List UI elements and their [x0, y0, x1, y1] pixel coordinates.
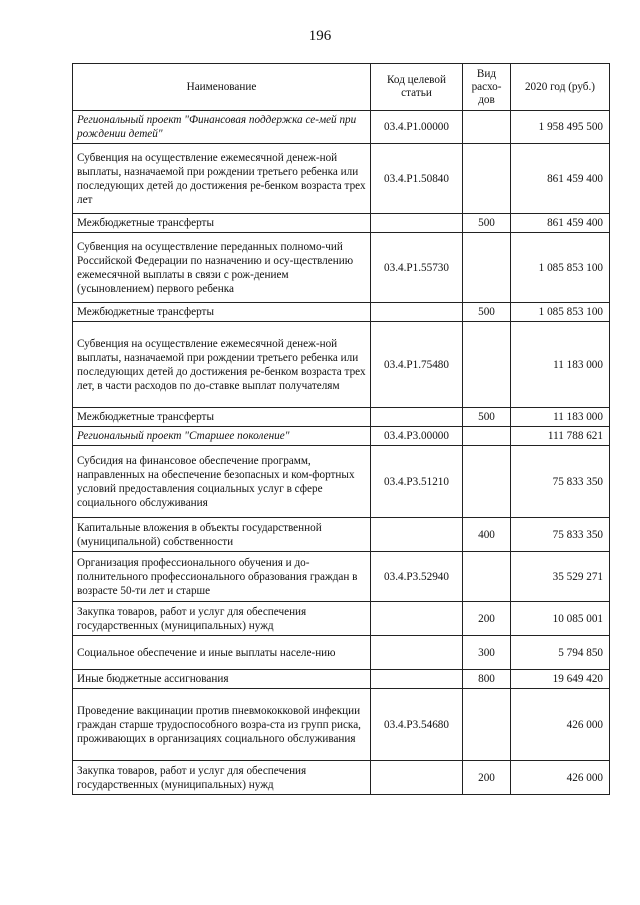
cell-type [463, 552, 511, 602]
cell-amount: 75 833 350 [511, 518, 610, 552]
cell-name: Субсидия на финансовое обеспечение программ, направленных на обеспечение безопасных и ком-фортных условий предоставления социальных услуг в сфере социального обслуживания [73, 446, 371, 518]
cell-name: Субвенция на осуществление ежемесячной денеж-ной выплаты, назначаемой при рождении третьего ребенка или последующих детей до достижения ре-бенком возраста трех лет [73, 144, 371, 214]
cell-amount: 5 794 850 [511, 636, 610, 670]
cell-name: Организация профессионального обучения и до-полнительного профессионального образования граждан в возрасте 50-ти лет и старше [73, 552, 371, 602]
cell-type [463, 446, 511, 518]
cell-amount: 1 085 853 100 [511, 303, 610, 322]
cell-amount: 861 459 400 [511, 214, 610, 233]
cell-name: Межбюджетные трансферты [73, 303, 371, 322]
table-row [73, 670, 610, 689]
cell-type: 400 [463, 518, 511, 552]
project-row [73, 427, 610, 446]
cell-name: Региональный проект "Финансовая поддержка се-мей при рождении детей" [73, 111, 371, 144]
budget-table [72, 63, 610, 795]
header-name: Наименование [73, 64, 371, 111]
table-row [73, 636, 610, 670]
cell-code [371, 408, 463, 427]
cell-name: Межбюджетные трансферты [73, 408, 371, 427]
cell-amount: 426 000 [511, 761, 610, 795]
cell-code [371, 518, 463, 552]
header-amount: 2020 год (руб.) [511, 64, 610, 111]
cell-code: 03.4.P3.00000 [371, 427, 463, 446]
page-number: 196 [308, 28, 332, 44]
cell-amount: 861 459 400 [511, 144, 610, 214]
cell-code [371, 761, 463, 795]
cell-amount: 11 183 000 [511, 408, 610, 427]
cell-amount: 1 958 495 500 [511, 111, 610, 144]
cell-name: Закупка товаров, работ и услуг для обеспечения государственных (муниципальных) нужд [73, 761, 371, 795]
cell-code: 03.4.P1.50840 [371, 144, 463, 214]
cell-type [463, 427, 511, 446]
cell-code: 03.4.P1.75480 [371, 322, 463, 408]
cell-amount: 11 183 000 [511, 322, 610, 408]
table-row [73, 408, 610, 427]
cell-code: 03.4.P3.54680 [371, 689, 463, 761]
cell-type [463, 111, 511, 144]
cell-type: 800 [463, 670, 511, 689]
header-type: Вид расхо-дов [463, 64, 511, 111]
cell-name: Проведение вакцинации против пневмококковой инфекции граждан старше трудоспособного возра-ста из групп риска, проживающих в организациях социального обслуживания [73, 689, 371, 761]
table-row [73, 761, 610, 795]
cell-type: 500 [463, 408, 511, 427]
cell-type: 500 [463, 303, 511, 322]
cell-amount: 111 788 621 [511, 427, 610, 446]
cell-code [371, 670, 463, 689]
cell-type: 200 [463, 602, 511, 636]
table-row [73, 602, 610, 636]
cell-name: Социальное обеспечение и иные выплаты населе-нию [73, 636, 371, 670]
cell-amount: 19 649 420 [511, 670, 610, 689]
cell-type [463, 322, 511, 408]
cell-code: 03.4.P3.52940 [371, 552, 463, 602]
cell-code: 03.4.P3.51210 [371, 446, 463, 518]
cell-name: Региональный проект "Старшее поколение" [73, 427, 371, 446]
cell-amount: 35 529 271 [511, 552, 610, 602]
cell-amount: 426 000 [511, 689, 610, 761]
cell-name: Капитальные вложения в объекты государственной (муниципальной) собственности [73, 518, 371, 552]
cell-name: Субвенция на осуществление переданных полномо-чий Российской Федерации по назначению и осу-ществлению ежемесячной выплаты в связи с рож-дением (усыновлением) первого ребенка [73, 233, 371, 303]
cell-name: Иные бюджетные ассигнования [73, 670, 371, 689]
cell-type: 300 [463, 636, 511, 670]
table-row [73, 214, 610, 233]
cell-code [371, 602, 463, 636]
cell-code: 03.4.P1.55730 [371, 233, 463, 303]
table-row [73, 322, 610, 408]
cell-type: 500 [463, 214, 511, 233]
cell-amount: 1 085 853 100 [511, 233, 610, 303]
cell-code [371, 636, 463, 670]
cell-amount: 75 833 350 [511, 446, 610, 518]
cell-name: Субвенция на осуществление ежемесячной денеж-ной выплаты, назначаемой при рождении третьего ребенка или последующих детей до достижения ре-бенком возраста трех лет, в части расходов по до-ставке выплат получателям [73, 322, 371, 408]
cell-type [463, 689, 511, 761]
cell-type [463, 144, 511, 214]
cell-amount: 10 085 001 [511, 602, 610, 636]
cell-name: Межбюджетные трансферты [73, 214, 371, 233]
table-row [73, 518, 610, 552]
cell-code: 03.4.P1.00000 [371, 111, 463, 144]
table-row [73, 552, 610, 602]
cell-type [463, 233, 511, 303]
project-row [73, 111, 610, 144]
table-header-row [73, 64, 610, 111]
table-row [73, 446, 610, 518]
table-body [73, 111, 610, 795]
cell-name: Закупка товаров, работ и услуг для обеспечения государственных (муниципальных) нужд [73, 602, 371, 636]
table-row [73, 233, 610, 303]
cell-code [371, 214, 463, 233]
table-row [73, 303, 610, 322]
table-row [73, 689, 610, 761]
cell-type: 200 [463, 761, 511, 795]
cell-code [371, 303, 463, 322]
table-row [73, 144, 610, 214]
header-code: Код целевой статьи [371, 64, 463, 111]
